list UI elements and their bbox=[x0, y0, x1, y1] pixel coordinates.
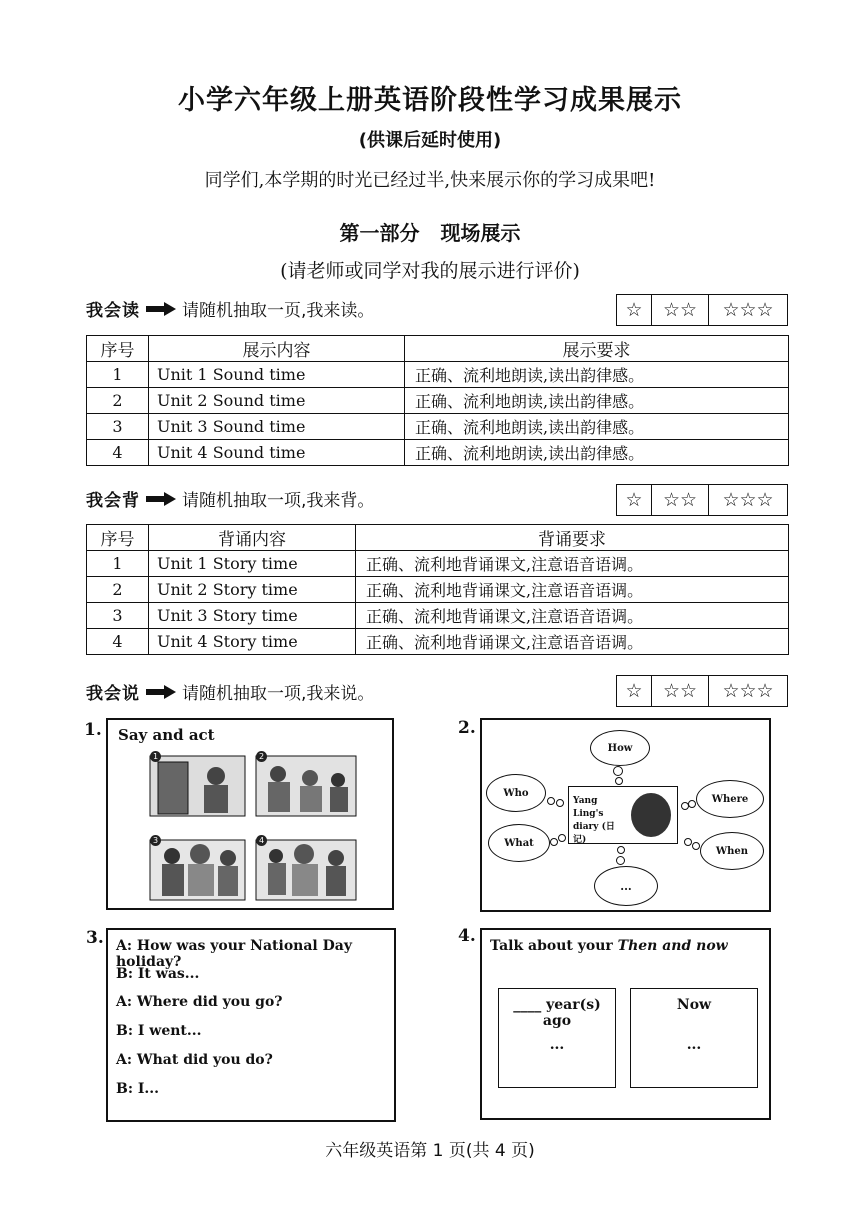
recite-rating-stars[interactable] bbox=[616, 484, 788, 516]
row-content: Unit 2 Story time bbox=[149, 577, 356, 603]
table-row bbox=[87, 414, 789, 440]
panel-number-1: 1 bbox=[150, 751, 161, 762]
intro-text: 同学们,本学期的时光已经过半,快来展示你的学习成果吧! bbox=[204, 170, 656, 191]
row-req: 正确、流利地朗读,读出韵律感。 bbox=[405, 362, 789, 388]
cloud-when: When bbox=[700, 832, 764, 870]
table-header-row bbox=[87, 525, 789, 551]
dialogue-line: A: How was your National Day holiday? bbox=[116, 938, 352, 970]
page-title: 小学六年级上册英语阶段性学习成果展示 bbox=[178, 85, 682, 116]
page-subtitle: (供课后延时使用) bbox=[358, 130, 502, 151]
speak-lead: 我会说 bbox=[86, 684, 140, 704]
read-lead: 我会读 bbox=[86, 301, 140, 321]
table-row bbox=[87, 551, 789, 577]
cloud-who: Who bbox=[486, 774, 546, 812]
arrow-right-icon bbox=[146, 303, 176, 315]
bubble-dot bbox=[558, 834, 566, 842]
then-box bbox=[498, 988, 616, 1088]
recite-table bbox=[86, 524, 789, 655]
task1-title: Say and act bbox=[118, 726, 215, 744]
part-note: (请老师或同学对我的展示进行评价) bbox=[280, 260, 580, 282]
row-num: 3 bbox=[87, 603, 149, 629]
cloud-how: How bbox=[590, 730, 650, 766]
row-content: Unit 4 Sound time bbox=[149, 440, 405, 466]
row-req: 正确、流利地背诵课文,注意语音语调。 bbox=[356, 551, 789, 577]
star-rating-one[interactable]: ☆ bbox=[617, 676, 652, 706]
row-content: Unit 4 Story time bbox=[149, 629, 356, 655]
cloud-where: Where bbox=[696, 780, 764, 818]
header-req: 背诵要求 bbox=[356, 525, 789, 551]
task4-number: 4. bbox=[458, 926, 476, 946]
header-num: 序号 bbox=[87, 525, 149, 551]
then-dots: ... bbox=[549, 1037, 565, 1053]
bubble-dot bbox=[684, 838, 692, 846]
star-rating-one[interactable]: ☆ bbox=[617, 295, 652, 325]
speak-rating-stars[interactable] bbox=[616, 675, 788, 707]
bubble-dot bbox=[616, 856, 625, 865]
star-rating-one[interactable]: ☆ bbox=[617, 485, 652, 515]
diary-center-box bbox=[568, 786, 678, 844]
table-header-row bbox=[87, 336, 789, 362]
panel-number-3: 3 bbox=[150, 835, 161, 846]
row-req: 正确、流利地朗读,读出韵律感。 bbox=[405, 414, 789, 440]
cloud-what: What bbox=[488, 824, 550, 862]
row-num: 3 bbox=[87, 414, 149, 440]
diary-label: Yang Ling's diary (日记) bbox=[573, 796, 615, 845]
comic-panels-illustration bbox=[138, 748, 378, 906]
header-req: 展示要求 bbox=[405, 336, 789, 362]
cloud-more: ... bbox=[594, 866, 658, 906]
row-num: 2 bbox=[87, 388, 149, 414]
part-title: 第一部分 现场展示 bbox=[339, 221, 521, 245]
task4-box bbox=[480, 928, 771, 1120]
read-instruction: 请随机抽取一页,我来读。 bbox=[182, 301, 375, 321]
task2-number: 2. bbox=[458, 718, 476, 738]
then-label: ____ year(s) ago bbox=[513, 997, 601, 1029]
task1-number: 1. bbox=[84, 720, 102, 740]
task2-box bbox=[480, 718, 771, 912]
table-row bbox=[87, 603, 789, 629]
recite-instruction: 请随机抽取一项,我来背。 bbox=[182, 491, 375, 511]
header-num: 序号 bbox=[87, 336, 149, 362]
table-row bbox=[87, 629, 789, 655]
task4-title-plain: Talk about your bbox=[490, 938, 618, 954]
read-section-label bbox=[86, 296, 374, 321]
row-req: 正确、流利地朗读,读出韵律感。 bbox=[405, 388, 789, 414]
row-req: 正确、流利地背诵课文,注意语音语调。 bbox=[356, 629, 789, 655]
row-num: 2 bbox=[87, 577, 149, 603]
row-content: Unit 3 Sound time bbox=[149, 414, 405, 440]
girl-portrait-image bbox=[631, 793, 671, 837]
dialogue-line: B: I... bbox=[116, 1081, 160, 1097]
dialogue-line: A: Where did you go? bbox=[116, 994, 283, 1010]
table-row bbox=[87, 388, 789, 414]
read-rating-stars[interactable] bbox=[616, 294, 788, 326]
recite-lead: 我会背 bbox=[86, 491, 140, 511]
row-content: Unit 1 Sound time bbox=[149, 362, 405, 388]
row-content: Unit 2 Sound time bbox=[149, 388, 405, 414]
arrow-right-icon bbox=[146, 686, 176, 698]
star-rating-three[interactable]: ☆☆☆ bbox=[722, 489, 774, 511]
now-dots: ... bbox=[686, 1037, 702, 1053]
task3-number: 3. bbox=[86, 928, 104, 948]
bubble-dot bbox=[613, 766, 623, 776]
arrow-right-icon bbox=[146, 493, 176, 505]
star-rating-two[interactable]: ☆☆ bbox=[652, 485, 709, 515]
row-req: 正确、流利地背诵课文,注意语音语调。 bbox=[356, 603, 789, 629]
row-content: Unit 3 Story time bbox=[149, 603, 356, 629]
page-footer: 六年级英语第 1 页(共 4 页) bbox=[325, 1141, 535, 1161]
table-row bbox=[87, 440, 789, 466]
bubble-dot bbox=[617, 846, 625, 854]
row-num: 4 bbox=[87, 629, 149, 655]
row-req: 正确、流利地背诵课文,注意语音语调。 bbox=[356, 577, 789, 603]
star-rating-two[interactable]: ☆☆ bbox=[652, 295, 709, 325]
bubble-dot bbox=[547, 797, 555, 805]
header-content: 展示内容 bbox=[149, 336, 405, 362]
bubble-dot bbox=[556, 799, 564, 807]
row-num: 1 bbox=[87, 362, 149, 388]
star-rating-two[interactable]: ☆☆ bbox=[652, 676, 709, 706]
read-table bbox=[86, 335, 789, 466]
dialogue-line: A: What did you do? bbox=[116, 1052, 273, 1068]
bubble-dot bbox=[615, 777, 623, 785]
task4-title-italic: Then and now bbox=[617, 938, 728, 954]
bubble-dot bbox=[688, 800, 696, 808]
star-rating-three[interactable]: ☆☆☆ bbox=[722, 680, 774, 702]
row-content: Unit 1 Story time bbox=[149, 551, 356, 577]
speak-instruction: 请随机抽取一项,我来说。 bbox=[182, 684, 375, 704]
table-row bbox=[87, 577, 789, 603]
task3-box bbox=[106, 928, 396, 1122]
bubble-dot bbox=[692, 842, 700, 850]
star-rating-three[interactable]: ☆☆☆ bbox=[722, 299, 774, 321]
dialogue-line: B: It was... bbox=[116, 966, 200, 982]
header-content: 背诵内容 bbox=[149, 525, 356, 551]
task4-title bbox=[490, 938, 728, 954]
row-num: 1 bbox=[87, 551, 149, 577]
speak-section-label bbox=[86, 679, 374, 704]
recite-section-label bbox=[86, 486, 374, 511]
table-row bbox=[87, 362, 789, 388]
now-label: Now bbox=[676, 997, 712, 1013]
panel-number-2: 2 bbox=[256, 751, 267, 762]
panel-number-4: 4 bbox=[256, 835, 267, 846]
task1-box bbox=[106, 718, 394, 910]
dialogue-line: B: I went... bbox=[116, 1023, 202, 1039]
row-req: 正确、流利地朗读,读出韵律感。 bbox=[405, 440, 789, 466]
bubble-dot bbox=[550, 838, 558, 846]
row-num: 4 bbox=[87, 440, 149, 466]
now-box bbox=[630, 988, 758, 1088]
